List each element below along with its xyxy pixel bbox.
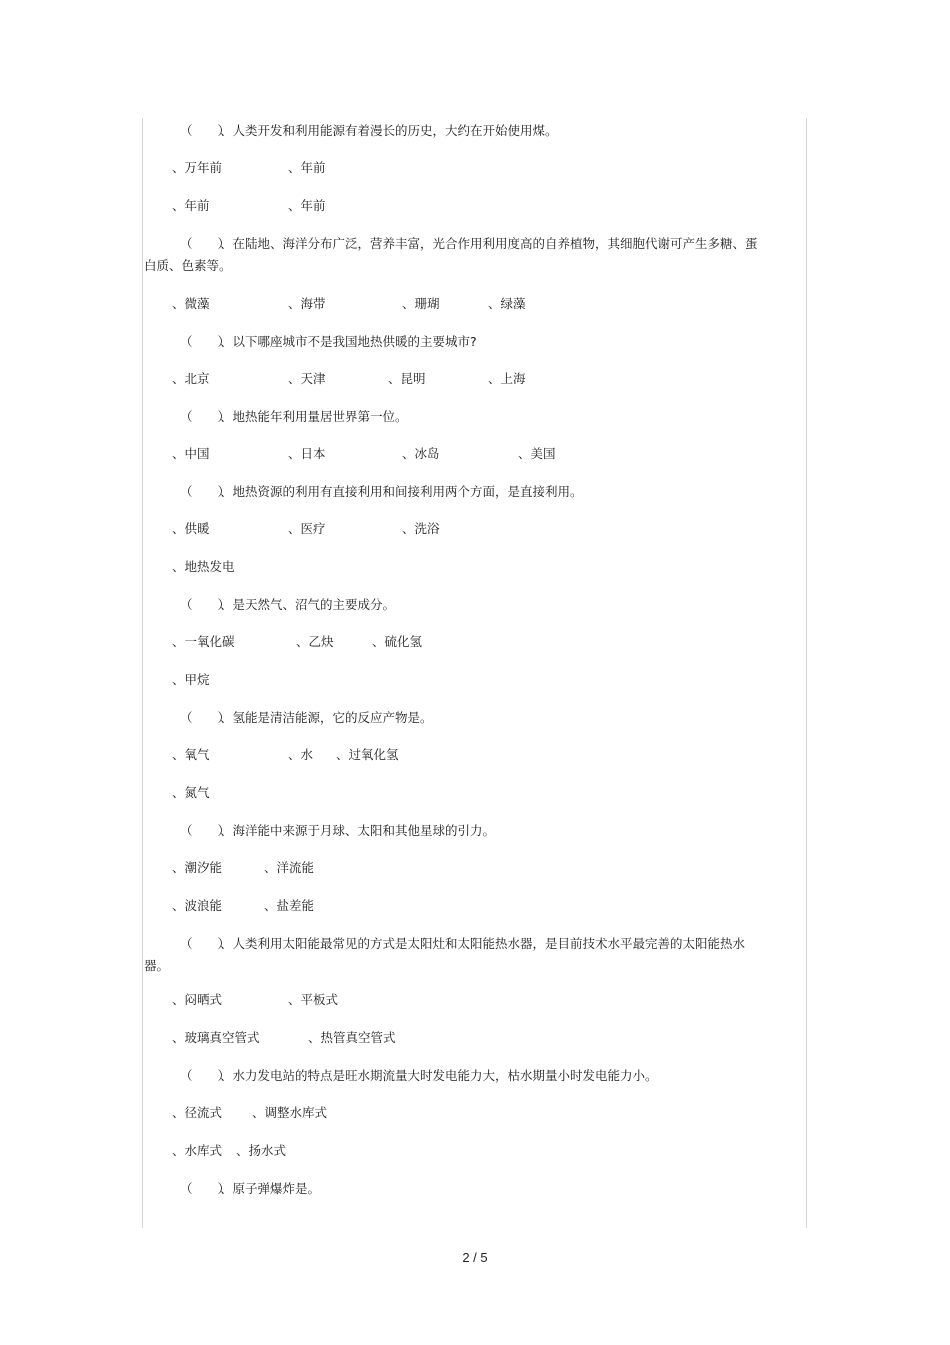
question-text: 、水力发电站的特点是旺水期流量大时发电能力大，枯水期量小时发电能力小。 [220,1068,658,1083]
option-a: 、微藻 [172,296,210,311]
option-c: 、年前 [172,198,210,213]
question-text: 、人类开发和利用能源有着漫长的历史，大约在开始使用煤。 [220,123,558,138]
option-a: 、北京 [172,371,210,386]
left-margin-line [142,118,143,1228]
option-b: 、水 [288,747,314,762]
option-c: 、珊瑚 [402,296,440,311]
option-c: 、冰岛 [402,446,440,461]
answer-blank: （ ） [180,710,231,725]
option-d: 、氮气 [172,785,210,800]
option-c: 、波浪能 [172,898,223,913]
question-text: 、海洋能中来源于月球、太阳和其他星球的引力。 [220,823,496,838]
option-b: 、医疗 [288,521,326,536]
question-7 [144,707,764,729]
option-d: 、盐差能 [264,898,315,913]
question-9 [144,933,764,977]
answer-blank: （ ） [180,484,231,499]
question-6 [144,594,764,616]
option-c: 、过氧化氢 [336,747,399,762]
option-c: 、水库式 [172,1143,223,1158]
option-c: 、玻璃真空管式 [172,1030,260,1045]
option-row [144,782,764,804]
option-d: 、扬水式 [236,1143,287,1158]
option-d: 、美国 [518,446,556,461]
question-text: 、地热能年利用量居世界第一位。 [220,409,408,424]
option-row [144,518,764,540]
answer-blank: （ ） [180,823,231,838]
option-a: 、氧气 [172,747,210,762]
question-1 [144,120,764,142]
question-8 [144,820,764,842]
option-row [144,368,764,390]
question-text: 、氢能是清洁能源，它的反应产物是。 [220,710,433,725]
option-row [144,744,764,766]
answer-blank: （ ） [180,236,231,251]
question-10 [144,1065,764,1087]
option-row [144,631,764,653]
option-a: 、万年前 [172,160,223,175]
question-text: 、是天然气、沼气的主要成分。 [220,597,396,612]
question-3 [144,331,764,353]
option-b: 、天津 [288,371,326,386]
answer-blank: （ ） [180,597,231,612]
question-list [144,120,764,1215]
option-c: 、硫化氢 [372,634,423,649]
option-b: 、乙炔 [296,634,334,649]
question-4 [144,406,764,428]
option-c: 、昆明 [388,371,426,386]
answer-blank: （ ） [180,1181,231,1196]
option-b: 、洋流能 [264,860,315,875]
option-row [144,1140,764,1162]
option-b: 、海带 [288,296,326,311]
option-a: 、潮汐能 [172,860,223,875]
option-a: 、径流式 [172,1105,223,1120]
option-row [144,857,764,879]
option-row [144,1102,764,1124]
option-c: 、洗浴 [402,521,440,536]
right-margin-line [806,118,807,1228]
option-a: 、中国 [172,446,210,461]
option-d: 、甲烷 [172,672,210,687]
option-row [144,293,764,315]
option-b: 、平板式 [288,992,339,1007]
option-b: 、调整水库式 [252,1105,328,1120]
answer-blank: （ ） [180,409,231,424]
question-text: 、地热资源的利用有直接利用和间接利用两个方面，是直接利用。 [220,484,583,499]
answer-blank: （ ） [180,1068,231,1083]
option-b: 、日本 [288,446,326,461]
option-row [144,195,764,217]
option-row [144,669,764,691]
option-row [144,157,764,179]
question-11 [144,1178,764,1200]
option-a: 、闷晒式 [172,992,223,1007]
question-text: 、以下哪座城市不是我国地热供暖的主要城市? [220,334,477,349]
option-d: 、上海 [488,371,526,386]
page-number: 2 / 5 [462,1250,488,1265]
question-text: 、人类利用太阳能最常见的方式是太阳灶和太阳能热水器，是目前技术水平最完善的太阳能热水器。 [144,936,746,973]
option-row [144,989,764,1011]
question-2 [144,233,764,277]
option-row [144,895,764,917]
answer-blank: （ ） [180,123,231,138]
option-row [144,1027,764,1049]
option-row [144,443,764,465]
option-b: 、年前 [288,160,326,175]
answer-blank: （ ） [180,936,231,951]
answer-blank: （ ） [180,334,231,349]
option-d: 、热管真空管式 [308,1030,396,1045]
option-d: 、地热发电 [172,559,235,574]
question-5 [144,481,764,503]
option-a: 、供暖 [172,521,210,536]
option-d: 、年前 [288,198,326,213]
question-text: 、在陆地、海洋分布广泛，营养丰富，光合作用利用度高的自养植物，其细胞代谢可产生多糖、蛋白质、色素等。 [144,236,758,273]
question-text: 、原子弹爆炸是。 [220,1181,321,1196]
option-a: 、一氧化碳 [172,634,235,649]
option-d: 、绿藻 [488,296,526,311]
option-row [144,556,764,578]
